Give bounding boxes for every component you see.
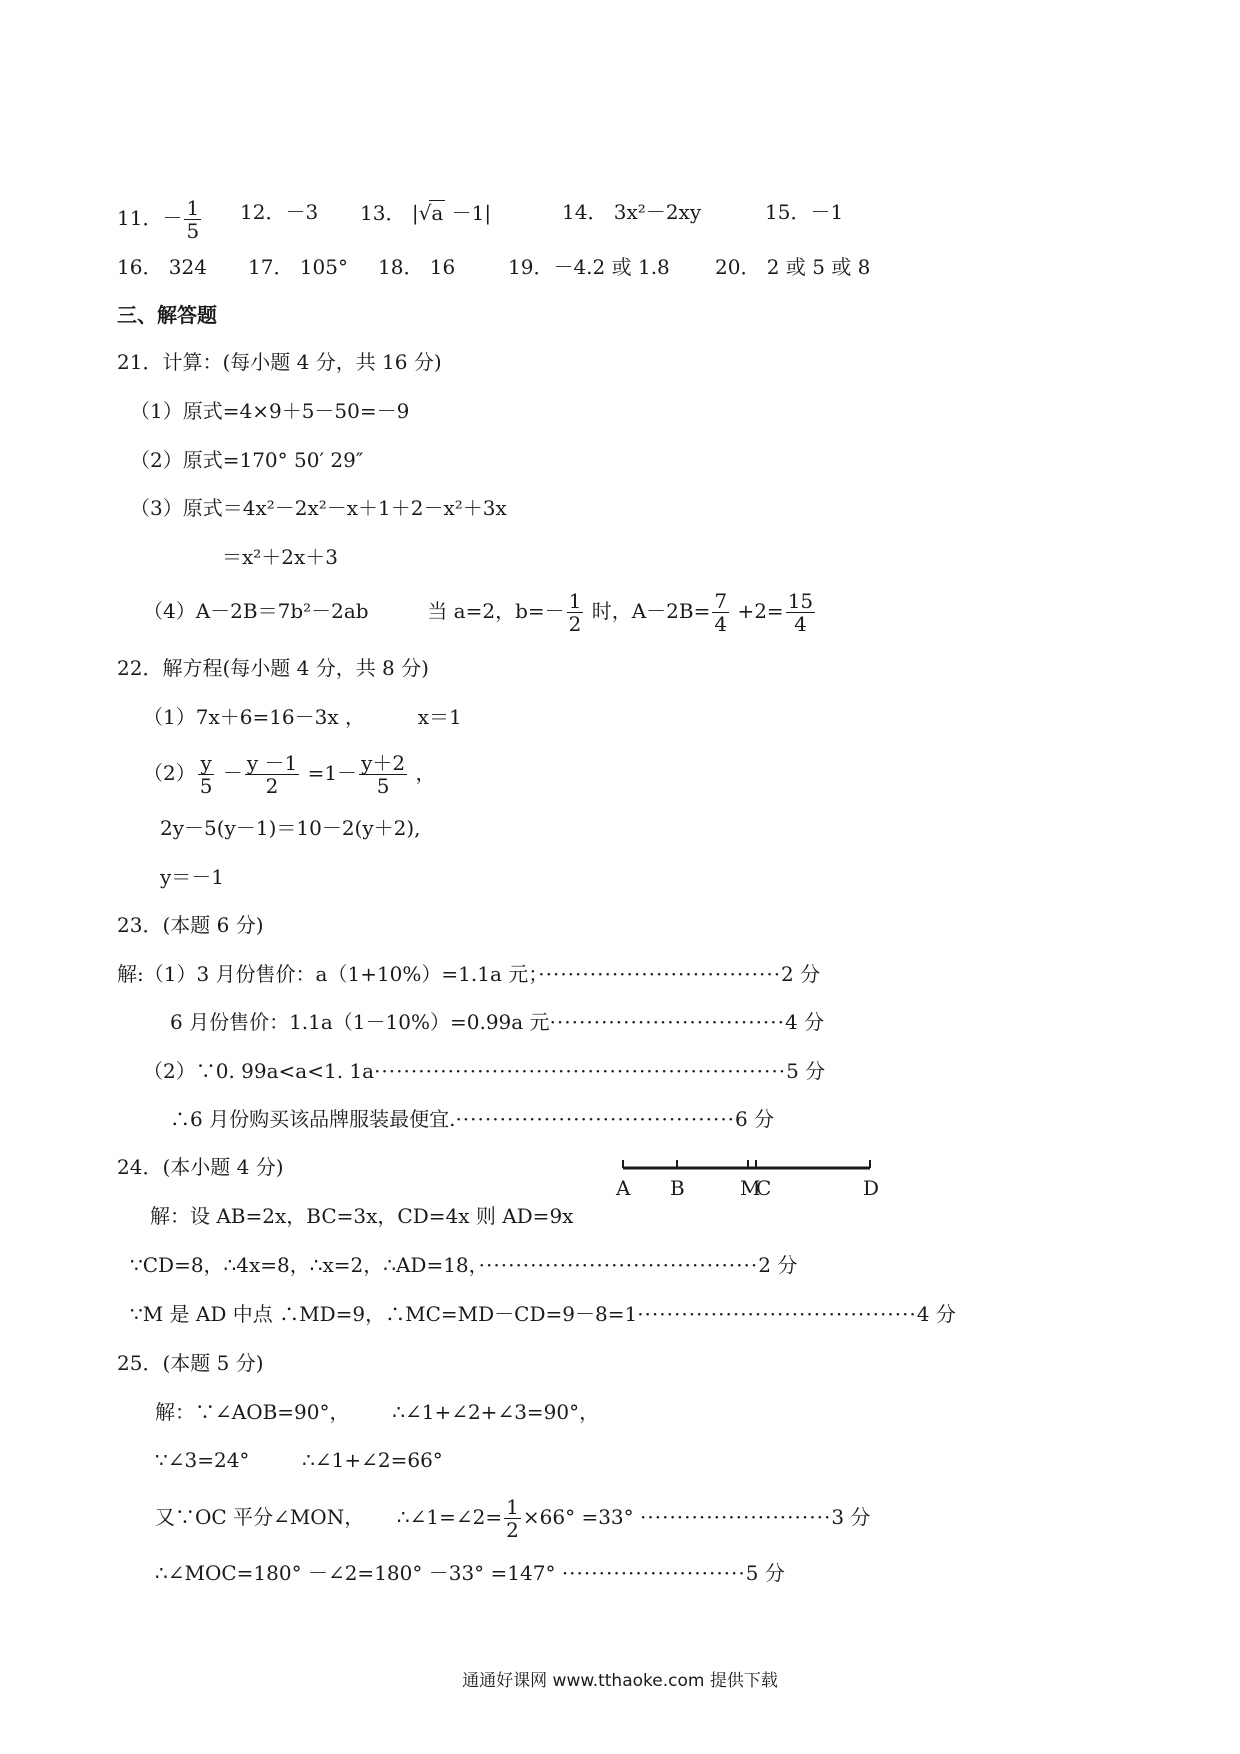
sqrt-symbol: √ bbox=[418, 201, 432, 225]
footer-text: 通通好课网 www.tthaoke.com 提供下载 bbox=[462, 1671, 778, 1691]
q22-title: 22．解方程(每小题 4 分，共 8 分) bbox=[117, 656, 429, 680]
q21-part1: （1）原式=4×9＋5－50=－9 bbox=[130, 399, 410, 423]
fraction: $\frac{15}{4}$ bbox=[787, 589, 814, 636]
label-m: M bbox=[740, 1176, 761, 1200]
q21-part3-line1: （3）原式＝4x²－2x²－x＋1＋2－x²＋3x bbox=[130, 496, 507, 520]
q24-line2: ∵CD=8，∴4x=8，∴x=2，∴AD=18，······································2 分 bbox=[130, 1253, 798, 1277]
leader-dots: ······································ bbox=[455, 1107, 736, 1131]
leader-dots: ································ bbox=[549, 1010, 785, 1034]
leader-dots: ·························· bbox=[640, 1505, 832, 1529]
q21-title: 21．计算：(每小题 4 分，共 16 分) bbox=[117, 350, 442, 374]
q25-line4: ∴∠MOC=180° －∠2=180° －33° =147° ·························5 分 bbox=[155, 1561, 785, 1585]
label-b: B bbox=[670, 1176, 685, 1200]
label-a: A bbox=[616, 1176, 631, 1200]
q22-part2-step: 2y－5(y－1)＝10－2(y＋2), bbox=[160, 816, 421, 840]
q23-line2: 6 月份售价：1.1a（1－10%）=0.99a 元································4 分 bbox=[170, 1010, 825, 1034]
q23-line3: （2）∵0. 99a<a<1. 1a························································5 分 bbox=[143, 1059, 826, 1083]
q21-part4: （4）A－2B＝7b²－2ab 当 a=2，b=－ $\frac{1}{2}$ 时，A－2B= $\frac{7}{4}$ +2= $\frac{15}{4}$ bbox=[143, 589, 814, 636]
answer-15: 15．－1 bbox=[765, 200, 844, 224]
fraction: $\frac{1}{2}$ bbox=[506, 1495, 519, 1542]
leader-dots: ························· bbox=[561, 1561, 746, 1585]
fraction: $\frac{y}{5}$ bbox=[199, 751, 213, 798]
fraction: $\frac{1}{5}$ bbox=[186, 196, 200, 243]
q25-title: 25．(本题 5 分) bbox=[117, 1351, 264, 1375]
leader-dots: ······································ bbox=[637, 1302, 917, 1326]
answer-20: 20． 2 或 5 或 8 bbox=[715, 255, 871, 279]
q22-part1: （1）7x＋6=16－3x ， x＝1 bbox=[143, 705, 462, 729]
answer-18: 18． 16 bbox=[378, 255, 456, 279]
answer-13: 13． |√a －1| bbox=[360, 201, 492, 225]
answer-16: 16． 324 bbox=[117, 255, 207, 279]
segment-figure bbox=[600, 1150, 890, 1210]
q24-title: 24．(本小题 4 分) bbox=[117, 1155, 284, 1179]
q25-line3: 又∵OC 平分∠MON， ∴∠1=∠2= $\frac{1}{2}$ ×66° =33° ··························3 分 bbox=[155, 1495, 871, 1542]
q23-line4: ∴6 月份购买该品牌服装最便宜.······································6 分 bbox=[170, 1107, 775, 1131]
q21-part3-line2: ＝x²＋2x＋3 bbox=[222, 545, 339, 569]
fraction: $\frac{y -1}{2}$ bbox=[246, 751, 298, 798]
q24-line1: 解：设 AB=2x，BC=3x，CD=4x 则 AD=9x bbox=[150, 1204, 574, 1228]
q21-part2: （2）原式=170° 50′ 29″ bbox=[130, 448, 364, 472]
answer-11: 11．－ $\frac{1}{5}$ bbox=[117, 196, 200, 243]
q24-line3: ∵M 是 AD 中点 ∴MD=9，∴MC=MD－CD=9－8=1······································4 分 bbox=[130, 1302, 956, 1326]
leader-dots: ························································ bbox=[374, 1059, 787, 1083]
fraction: $\frac{y+2}{5}$ bbox=[361, 751, 406, 798]
answer-17: 17． 105° bbox=[248, 255, 348, 279]
section-heading: 三、解答题 bbox=[117, 303, 217, 327]
answer-19: 19．－4.2 或 1.8 bbox=[508, 255, 670, 279]
leader-dots: ································· bbox=[538, 962, 782, 986]
label-c: C bbox=[756, 1176, 772, 1200]
q23-line1: 解:（1）3 月份售价：a（1+10%）=1.1a 元；·································2 分 bbox=[117, 962, 821, 986]
fraction: $\frac{7}{4}$ bbox=[714, 589, 728, 636]
q25-line2: ∵∠3=24° ∴∠1+∠2=66° bbox=[155, 1448, 443, 1472]
answer-14: 14． 3x²－2xy bbox=[562, 200, 702, 224]
leader-dots: ······································ bbox=[478, 1253, 759, 1277]
label-d: D bbox=[863, 1176, 880, 1200]
answer-12: 12．－3 bbox=[240, 200, 319, 224]
q22-part2-equation: （2） $\frac{y}{5}$ － $\frac{y -1}{2}$ =1－ $\frac{y+2}{5}$ ， bbox=[143, 751, 436, 798]
q22-part2-answer: y＝－1 bbox=[160, 865, 225, 889]
q25-line1: 解：∵∠AOB=90°， ∴∠1+∠2+∠3=90°， bbox=[155, 1400, 600, 1424]
fraction: $\frac{1}{2}$ bbox=[568, 589, 582, 636]
q23-title: 23．(本题 6 分) bbox=[117, 913, 264, 937]
